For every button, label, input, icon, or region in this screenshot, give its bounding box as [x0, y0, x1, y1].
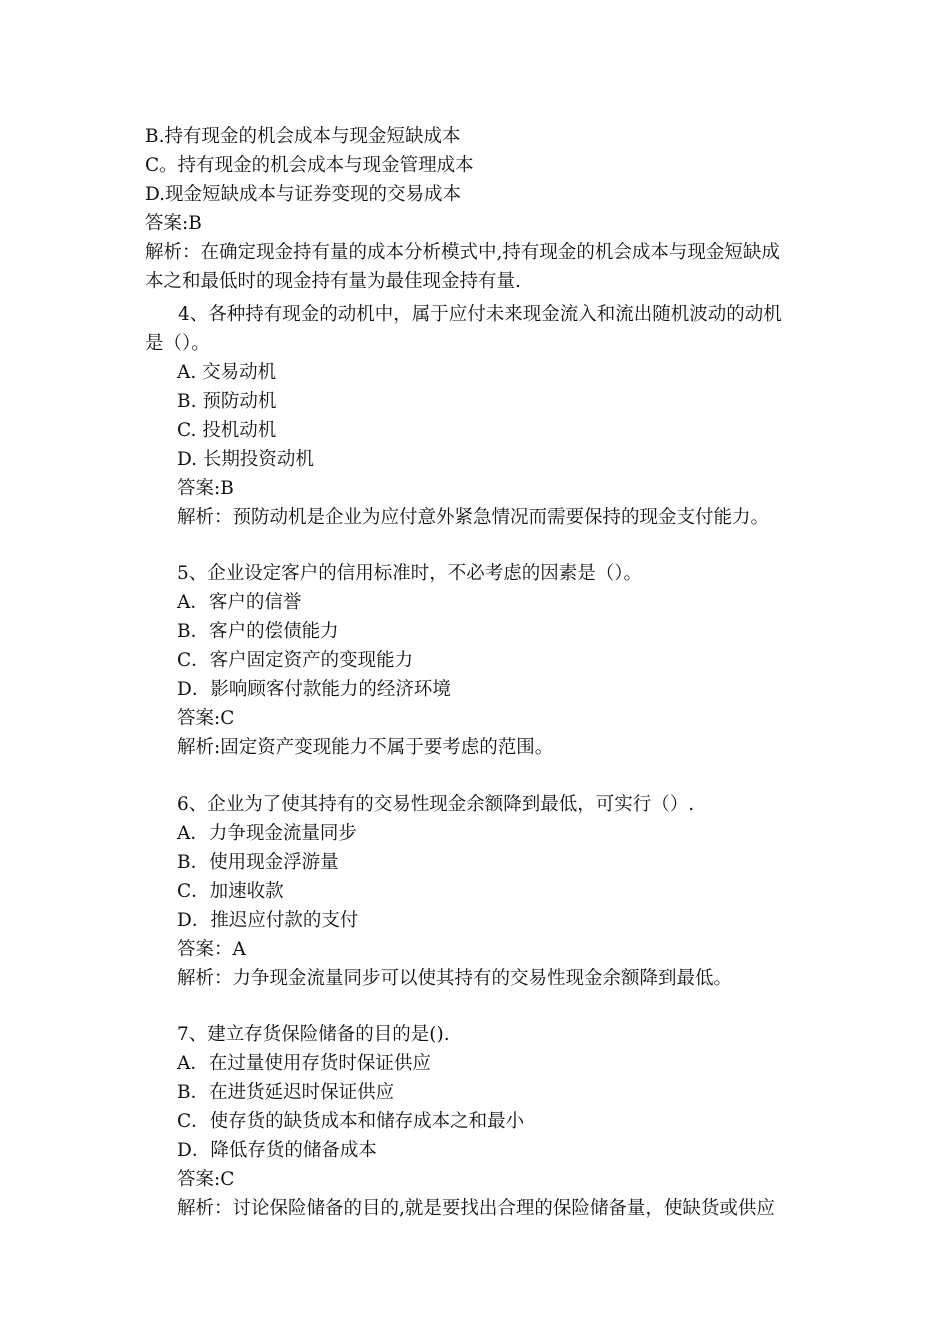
- q6-stem: 6、企业为了使其持有的交易性现金余额降到最低，可实行（）.: [177, 794, 695, 815]
- q6-option-b: B．使用现金浮游量: [177, 852, 339, 873]
- q3-option-b: B.持有现金的机会成本与现金短缺成本: [145, 126, 461, 147]
- q4-answer: 答案:B: [177, 478, 234, 499]
- q5-option-d: D．影响顾客付款能力的经济环境: [177, 679, 451, 700]
- q7-option-a: A．在过量使用存货时保证供应: [177, 1053, 431, 1074]
- q7-answer: 答案:C: [177, 1169, 235, 1190]
- q7-option-d: D．降低存货的储备成本: [177, 1140, 377, 1161]
- q3-explanation-line-1: 解析：在确定现金持有量的成本分析模式中,持有现金的机会成本与现金短缺成: [145, 242, 780, 263]
- q6-option-c: C．加速收款: [177, 881, 284, 902]
- q4-stem-line-1: 4、各种持有现金的动机中，属于应付未来现金流入和流出随机波动的动机: [178, 304, 782, 325]
- q4-explanation: 解析：预防动机是企业为应付意外紧急情况而需要保持的现金支付能力。: [177, 507, 770, 528]
- q3-option-d: D.现金短缺成本与证券变现的交易成本: [145, 184, 462, 205]
- q7-option-c: C．使存货的缺货成本和储存成本之和最小: [177, 1111, 525, 1132]
- q4-option-c: C. 投机动机: [177, 420, 277, 441]
- q7-explanation-line-1: 解析：讨论保险储备的目的,就是要找出合理的保险储备量，使缺货或供应: [177, 1198, 775, 1219]
- q5-option-b: B．客户的偿债能力: [177, 621, 339, 642]
- q7-option-b: B．在进货延迟时保证供应: [177, 1082, 395, 1103]
- q3-answer: 答案:B: [145, 213, 202, 234]
- q6-answer: 答案：A: [177, 939, 246, 960]
- q5-option-c: C．客户固定资产的变现能力: [177, 650, 414, 671]
- q4-option-b: B. 预防动机: [177, 391, 277, 412]
- q5-explanation: 解析:固定资产变现能力不属于要考虑的范围。: [177, 737, 554, 758]
- q5-answer: 答案:C: [177, 708, 235, 729]
- q6-option-a: A．力争现金流量同步: [177, 823, 357, 844]
- q6-explanation: 解析：力争现金流量同步可以使其持有的交易性现金余额降到最低。: [177, 968, 733, 989]
- q4-option-a: A. 交易动机: [177, 362, 277, 383]
- q3-option-c: C。持有现金的机会成本与现金管理成本: [145, 155, 474, 176]
- q5-option-a: A．客户的信誉: [177, 592, 302, 613]
- q4-option-d: D. 长期投资动机: [177, 449, 314, 470]
- q4-stem-line-2: 是（）。: [145, 333, 210, 354]
- q6-option-d: D．推迟应付款的支付: [177, 910, 359, 931]
- q3-explanation-line-2: 本之和最低时的现金持有量为最佳现金持有量.: [145, 271, 521, 292]
- q5-stem: 5、企业设定客户的信用标准时，不必考虑的因素是（）。: [177, 563, 643, 584]
- q7-stem: 7、建立存货保险储备的目的是().: [177, 1024, 450, 1045]
